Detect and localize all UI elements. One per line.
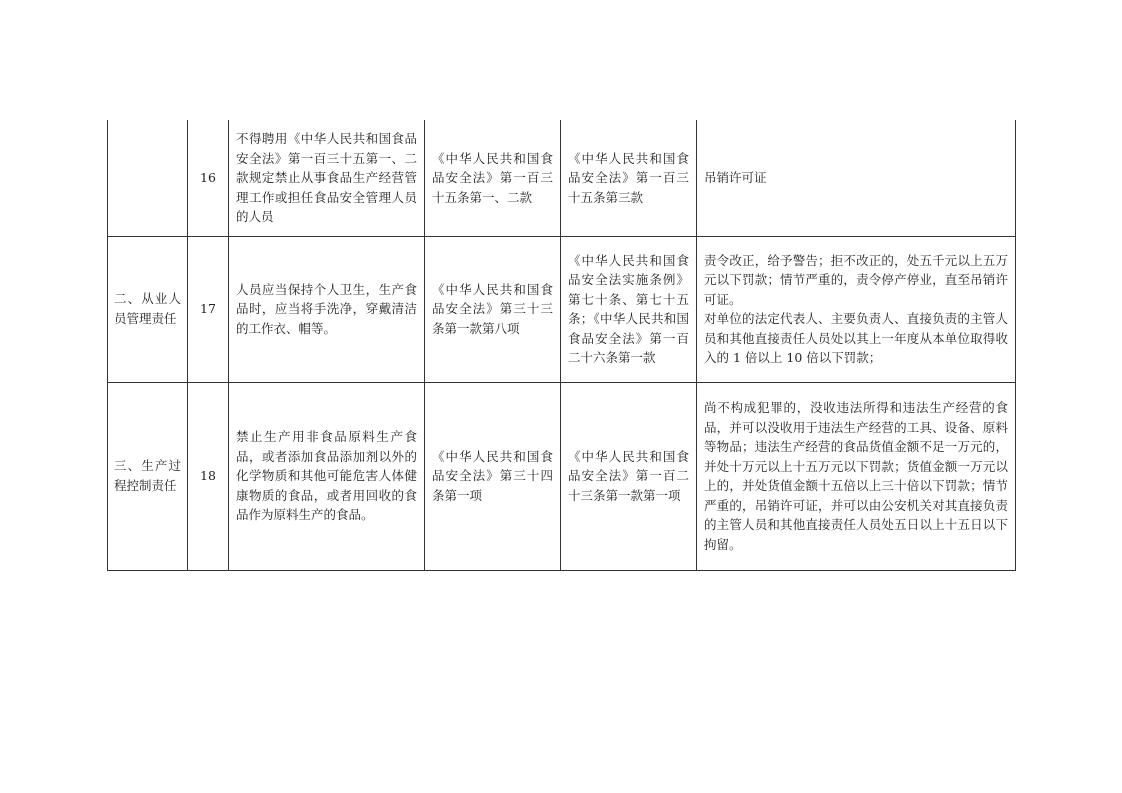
- penalty-paragraph: 责令改正，给予警告；拒不改正的，处五千元以上五万元以下罚款；情节严重的，责令停产停业，直至吊销许可证。: [704, 252, 1008, 307]
- penalty-paragraph: 吊销许可证: [704, 170, 767, 185]
- table-row: [108, 120, 1016, 236]
- behavior-cell: 禁止生产用非食品原料生产食品，或者添加食品添加剂以外的化学物质和其他可能危害人体健康物质的食品，或者用回收的食品作为原料生产的食品。: [229, 382, 425, 570]
- legal-basis-cell: 《中华人民共和国食品安全法》第三十三条第一款第八项: [425, 236, 561, 382]
- legal-basis-cell: 《中华人民共和国食品安全法》第一百三十五条第一、二款: [425, 120, 561, 236]
- category-cell: [108, 120, 188, 236]
- legal-basis-cell: 《中华人民共和国食品安全法》第三十四条第一项: [425, 382, 561, 570]
- penalty-paragraph: 尚不构成犯罪的，没收违法所得和违法生产经营的食品，并可以没收用于违法生产经营的工具、设备、原料等物品；违法生产经营的食品货值金额不足一万元的，并处十万元以上十五万元以下罚款；货值金额一万元以上的，并处货值金额十五倍以上三十倍以下罚款；情节严重的，吊销许可证，并可以由公安机关对其直接负责的主管人员和其他直接责任人员处五日以上十五日以下拘留。: [704, 400, 1008, 552]
- penalty-cell: [697, 236, 1016, 382]
- penalty-basis-cell: 《中华人民共和国食品安全法》第一百二十三条第一款第一项: [561, 382, 697, 570]
- table-row: [108, 236, 1016, 382]
- behavior-cell: 不得聘用《中华人民共和国食品安全法》第一百三十五第一、二款规定禁止从事食品生产经营管理工作或担任食品安全管理人员的人员: [229, 120, 425, 236]
- penalty-cell: [697, 120, 1016, 236]
- item-number-cell: 16: [188, 120, 229, 236]
- category-cell: 二、从业人员管理责任: [108, 236, 188, 382]
- category-cell: 三、生产过程控制责任: [108, 382, 188, 570]
- behavior-cell: 人员应当保持个人卫生，生产食品时，应当将手洗净，穿戴清洁的工作衣、帽等。: [229, 236, 425, 382]
- item-number-cell: 18: [188, 382, 229, 570]
- penalty-cell: [697, 382, 1016, 570]
- regulation-table: [107, 120, 1016, 571]
- item-number-cell: 17: [188, 236, 229, 382]
- table-row: [108, 382, 1016, 570]
- penalty-basis-cell: 《中华人民共和国食品安全法》第一百三十五条第三款: [561, 120, 697, 236]
- penalty-basis-cell: 《中华人民共和国食品安全法实施条例》第七十条、第七十五条；《中华人民共和国食品安全法》第一百二十六条第一款: [561, 236, 697, 382]
- penalty-paragraph: 对单位的法定代表人、主要负责人、直接负责的主管人员和其他直接责任人员处以其上一年度从本单位取得收入的 1 倍以上 10 倍以下罚款；: [704, 311, 1008, 365]
